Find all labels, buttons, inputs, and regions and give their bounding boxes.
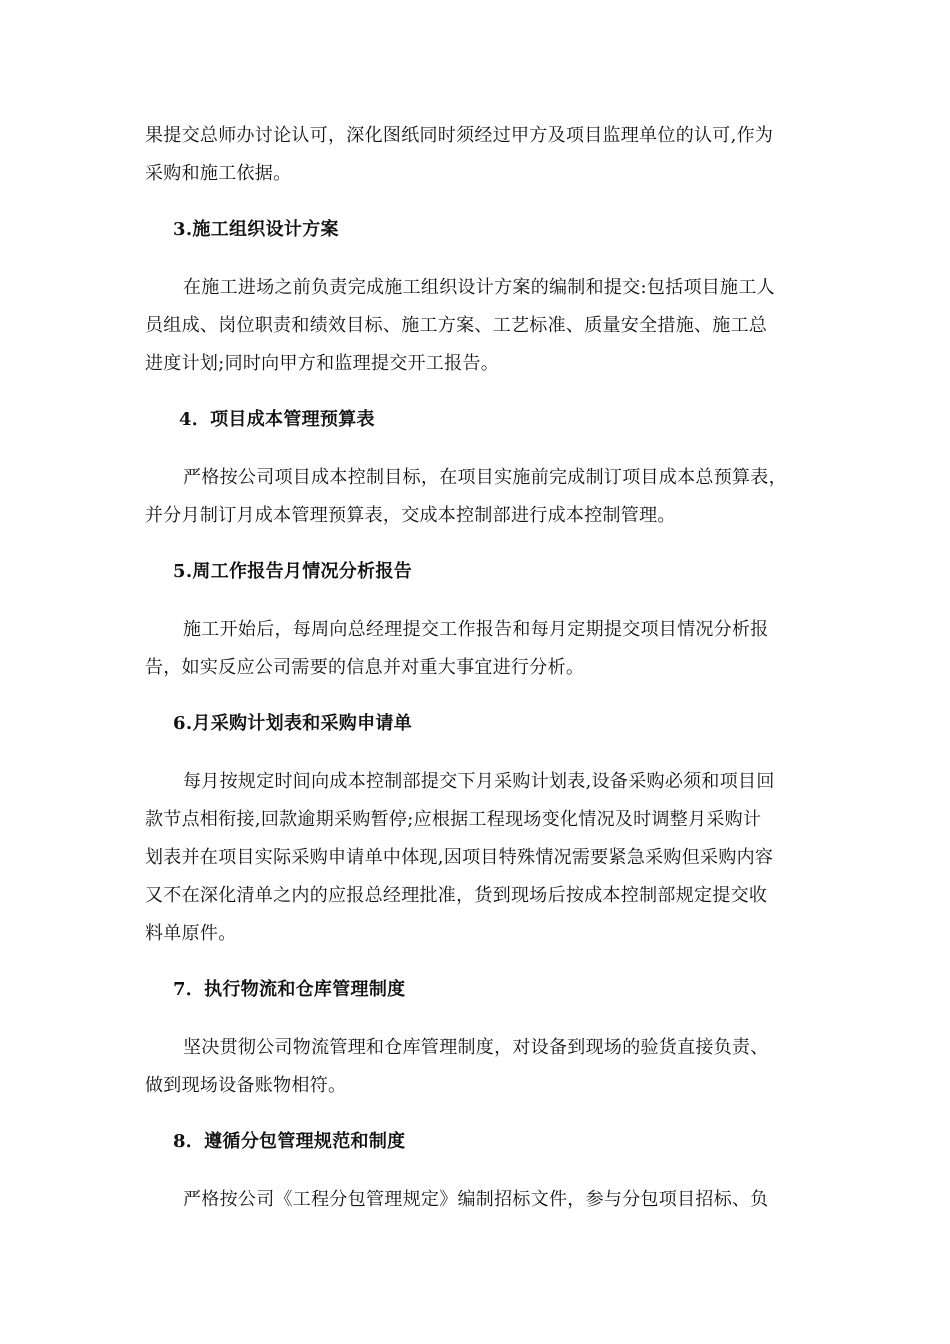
section-6-line-2: 款节点相衔接,回款逾期采购暂停;应根据工程现场变化情况及时调整月采购计: [145, 809, 762, 830]
section-8-line-1: 严格按公司《工程分包管理规定》编制招标文件，参与分包项目招标、负: [183, 1189, 769, 1210]
section-5-line-1: 施工开始后，每周向总经理提交工作报告和每月定期提交项目情况分析报: [183, 619, 769, 640]
section-6-line-1: 每月按规定时间向成本控制部提交下月采购计划表,设备采购必须和项目回: [183, 771, 775, 792]
section-4-heading: 4．项目成本管理预算表: [179, 409, 375, 430]
section-3-line-3: 进度计划;同时向甲方和监理提交开工报告。: [145, 353, 500, 374]
intro-line-1: 果提交总师办讨论认可，深化图纸同时须经过甲方及项目监理单位的认可,作为: [145, 125, 774, 146]
section-4-line-2: 并分月制订月成本管理预算表，交成本控制部进行成本控制管理。: [145, 505, 676, 526]
section-3-line-1: 在施工进场之前负责完成施工组织设计方案的编制和提交:包括项目施工人: [183, 277, 775, 298]
section-5-heading: 5.周工作报告月情况分析报告: [173, 561, 412, 582]
section-7-line-2: 做到现场设备账物相符。: [145, 1075, 347, 1096]
section-4-line-1: 严格按公司项目成本控制目标，在项目实施前完成制订项目成本总预算表，: [183, 467, 787, 488]
section-3-heading: 3.施工组织设计方案: [173, 219, 339, 240]
section-6-line-3: 划表并在项目实际采购申请单中体现,因项目特殊情况需要紧急采购但采购内容: [145, 847, 774, 868]
section-6-line-4: 又不在深化清单之内的应报总经理批准，货到现场后按成本控制部规定提交收: [145, 885, 768, 906]
section-3-line-2: 员组成、岗位职责和绩效目标、施工方案、工艺标准、质量安全措施、施工总: [145, 315, 768, 336]
section-7-line-1: 坚决贯彻公司物流管理和仓库管理制度，对设备到现场的验货直接负责、: [183, 1037, 769, 1058]
section-5-line-2: 告，如实反应公司需要的信息并对重大事宜进行分析。: [145, 657, 585, 678]
section-6-heading: 6.月采购计划表和采购申请单: [173, 713, 412, 734]
intro-line-2: 采购和施工依据。: [145, 163, 292, 184]
section-6-line-5: 料单原件。: [145, 923, 237, 944]
section-7-heading: 7．执行物流和仓库管理制度: [173, 979, 406, 1000]
section-8-heading: 8．遵循分包管理规范和制度: [173, 1131, 406, 1152]
